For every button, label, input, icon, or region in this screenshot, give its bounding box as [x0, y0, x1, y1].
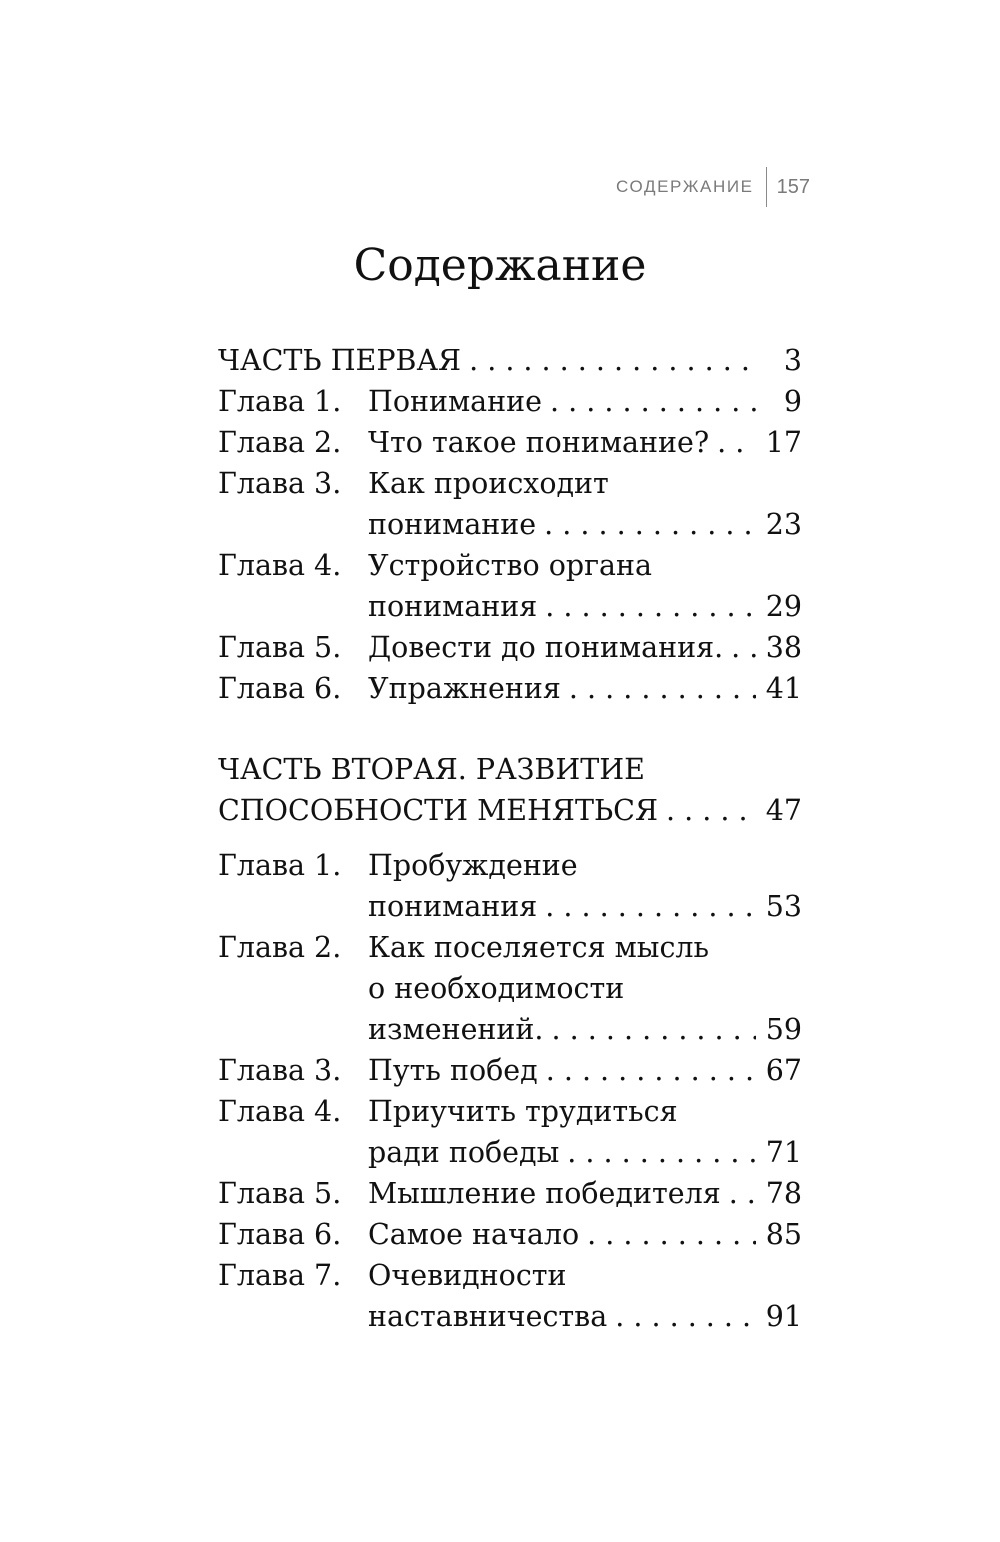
toc-chapter-line	[218, 845, 802, 886]
toc-part-title: ЧАСТЬ ПЕРВАЯ	[218, 344, 462, 377]
leader-dots	[461, 340, 758, 381]
toc-page-number: 67	[765, 1054, 802, 1087]
toc-page-number: 71	[765, 1136, 802, 1169]
toc-chapter-entry	[218, 1050, 802, 1091]
toc-part	[218, 340, 802, 709]
toc-chapter[interactable]	[218, 1050, 802, 1091]
toc-page-number: 29	[765, 590, 802, 623]
chapter-label: Глава 5.	[218, 631, 342, 664]
leader-dots	[723, 627, 756, 668]
leader-dots	[559, 1132, 755, 1173]
toc-chapter[interactable]	[218, 1255, 802, 1337]
toc-part-title: СПОСОБНОСТИ МЕНЯТЬСЯ	[218, 794, 658, 827]
chapter-label: Глава 1.	[218, 849, 342, 882]
leader-dots	[537, 586, 755, 627]
leader-dots	[658, 790, 756, 831]
chapter-title: Понимание	[368, 385, 543, 418]
toc-chapter-entry	[218, 381, 802, 422]
toc-page-number: 85	[765, 1218, 802, 1251]
toc-chapter-entry	[218, 1132, 802, 1173]
chapter-title-line: Приучить трудиться	[368, 1095, 678, 1128]
leader-dots	[561, 668, 756, 709]
chapter-label: Глава 1.	[218, 385, 342, 418]
toc-chapter[interactable]	[218, 627, 802, 668]
toc-chapter[interactable]	[218, 927, 802, 1050]
chapter-title: Путь побед	[368, 1054, 538, 1087]
toc-page-number: 41	[765, 672, 802, 705]
chapter-label: Глава 5.	[218, 1177, 342, 1210]
chapter-title-line: Как происходит	[368, 467, 609, 500]
chapter-title: Самое начало	[368, 1218, 580, 1251]
toc-chapter-entry	[218, 627, 802, 668]
toc-page-number: 78	[765, 1177, 802, 1210]
toc-page-number: 53	[765, 890, 802, 923]
toc-chapter[interactable]	[218, 1173, 802, 1214]
leader-dots	[538, 1050, 756, 1091]
toc-part-entry[interactable]	[218, 340, 802, 381]
leader-dots	[537, 886, 755, 927]
chapter-label: Глава 3.	[218, 467, 342, 500]
toc-page-number: 9	[783, 385, 802, 418]
chapter-title-line: Очевидности	[368, 1259, 567, 1292]
chapter-title-line: о необходимости	[368, 972, 625, 1005]
leader-dots	[579, 1214, 756, 1255]
toc-part-entry[interactable]	[218, 790, 802, 831]
toc-chapter-entry	[218, 504, 802, 545]
chapter-title-line: Пробуждение	[368, 849, 578, 882]
toc-chapter-entry	[218, 886, 802, 927]
page-title: Содержание	[353, 240, 647, 291]
toc-chapter-line	[218, 968, 802, 1009]
toc-chapter-entry	[218, 668, 802, 709]
toc-chapter-entry	[218, 586, 802, 627]
chapter-title: изменений.	[368, 1013, 544, 1046]
toc-page-number: 17	[765, 426, 802, 459]
toc-page-number: 59	[765, 1013, 802, 1046]
toc-chapter-entry	[218, 422, 802, 463]
toc-page-number: 23	[765, 508, 802, 541]
toc-chapter[interactable]	[218, 545, 802, 627]
toc-page-number: 38	[765, 631, 802, 664]
toc-part	[218, 749, 802, 1337]
toc-chapter-line	[218, 545, 802, 586]
chapter-label: Глава 2.	[218, 426, 342, 459]
toc-chapter[interactable]	[218, 1091, 802, 1173]
table-of-contents	[218, 340, 802, 1337]
chapter-title: понимания	[368, 890, 538, 923]
chapter-title: Довести до понимания.	[368, 631, 724, 664]
leader-dots	[721, 1173, 756, 1214]
chapter-title-line: Устройство органа	[368, 549, 653, 582]
chapter-label: Глава 3.	[218, 1054, 342, 1087]
toc-chapter-line	[218, 1255, 802, 1296]
toc-chapter-line	[218, 463, 802, 504]
toc-chapter[interactable]	[218, 463, 802, 545]
chapter-label: Глава 4.	[218, 549, 342, 582]
leader-dots	[709, 422, 756, 463]
page-number: 157	[776, 175, 810, 198]
toc-chapter[interactable]	[218, 1214, 802, 1255]
chapter-title: понимание	[368, 508, 537, 541]
chapter-label: Глава 7.	[218, 1259, 342, 1292]
toc-chapter-entry	[218, 1296, 802, 1337]
toc-page-number: 3	[783, 344, 802, 377]
spacer	[218, 831, 802, 845]
chapter-title: понимания	[368, 590, 538, 623]
running-head	[616, 170, 810, 204]
chapter-title: ради победы	[368, 1136, 560, 1169]
toc-page-number: 91	[765, 1300, 802, 1333]
leader-dots	[607, 1296, 756, 1337]
toc-chapter[interactable]	[218, 422, 802, 463]
chapter-title: наставничества	[368, 1300, 608, 1333]
chapter-label: Глава 2.	[218, 931, 342, 964]
leader-dots	[543, 1009, 755, 1050]
toc-part-title-line: ЧАСТЬ ВТОРАЯ. РАЗВИТИЕ	[218, 753, 645, 786]
toc-chapter[interactable]	[218, 381, 802, 422]
chapter-title-line: Как поселяется мысль	[368, 931, 710, 964]
toc-chapter[interactable]	[218, 668, 802, 709]
toc-chapter-line	[218, 927, 802, 968]
toc-chapter-entry	[218, 1009, 802, 1050]
chapter-title: Мышление победителя	[368, 1177, 721, 1210]
toc-chapter-line	[218, 1091, 802, 1132]
leader-dots	[536, 504, 756, 545]
chapter-title: Упражнения	[368, 672, 561, 705]
running-head-section: СОДЕРЖАНИЕ	[616, 177, 754, 196]
toc-chapter-entry	[218, 1173, 802, 1214]
chapter-label: Глава 6.	[218, 1218, 342, 1251]
toc-chapter-entry	[218, 1214, 802, 1255]
chapter-label: Глава 4.	[218, 1095, 342, 1128]
chapter-label: Глава 6.	[218, 672, 342, 705]
toc-page-number: 47	[765, 794, 802, 827]
toc-chapter[interactable]	[218, 845, 802, 927]
leader-dots	[542, 381, 758, 422]
chapter-title: Что такое понимание?	[368, 426, 710, 459]
